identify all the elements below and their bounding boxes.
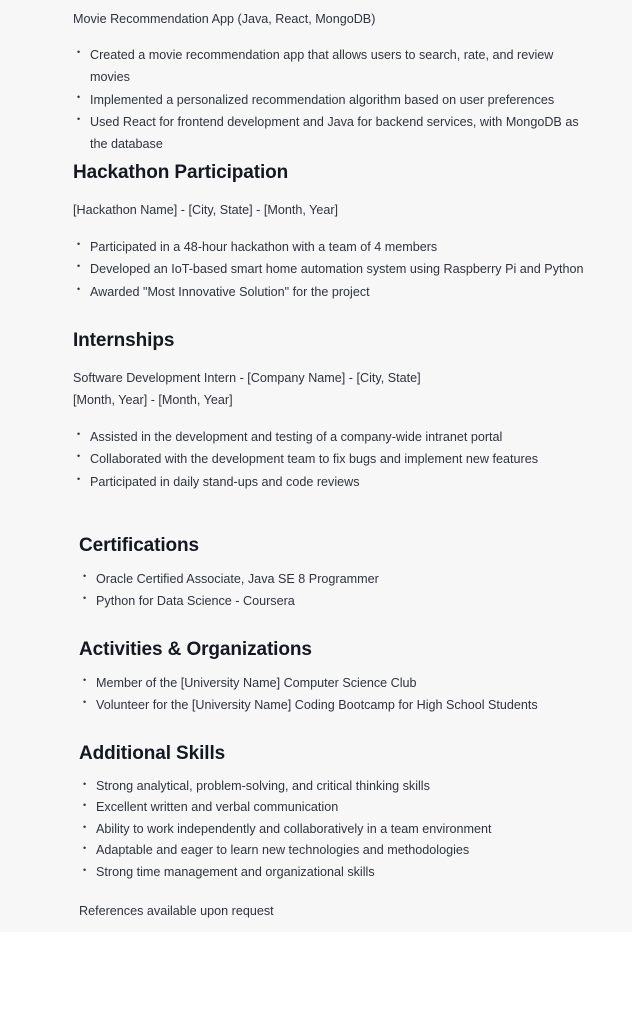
bullet-icon: •: [83, 821, 87, 832]
internship-dates: [Month, Year] - [Month, Year]: [73, 393, 233, 407]
bullet-icon: •: [77, 283, 81, 294]
list-item: • Developed an IoT-based smart home automation system using Raspberry Pi and Python: [73, 258, 592, 280]
skills-heading: Additional Skills: [79, 743, 226, 764]
list-item: • Strong time management and organizational skills: [79, 862, 592, 883]
skill-bullets: [79, 776, 592, 883]
list-item: • Created a movie recommendation app that allows users to search, rate, and review movies: [73, 44, 592, 89]
bullet-icon: •: [83, 843, 87, 854]
bullet-icon: •: [77, 113, 81, 124]
certifications-heading: Certifications: [79, 535, 200, 556]
internship-role: Software Development Intern - [Company Name] - [City, State]: [73, 371, 421, 385]
list-item: • Participated in a 48-hour hackathon with a team of 4 members: [73, 236, 592, 258]
bullet-icon: •: [77, 91, 81, 102]
bullet-icon: •: [83, 675, 87, 685]
activities-heading: Activities & Organizations: [79, 639, 312, 660]
list-item: • Assisted in the development and testing of a company-wide intranet portal: [73, 426, 592, 448]
internships-section: [73, 328, 592, 493]
hackathon-heading: Hackathon Participation: [73, 162, 289, 183]
list-item: • Python for Data Science - Coursera: [79, 590, 592, 612]
bullet-icon: •: [83, 697, 87, 708]
list-item: • Strong analytical, problem-solving, and critical thinking skills: [79, 776, 592, 797]
list-item: • Adaptable and eager to learn new technologies and methodologies: [79, 840, 592, 861]
activities-section: [79, 637, 592, 717]
list-item: • Participated in daily stand-ups and code reviews: [73, 471, 592, 493]
hackathon-bullets: [73, 236, 592, 303]
bullet-icon: •: [83, 571, 87, 581]
bullet-icon: •: [77, 47, 81, 57]
list-item: • Implemented a personalized recommendation algorithm based on user preferences: [73, 89, 592, 111]
skills-section: [79, 741, 592, 883]
list-item: • Member of the [University Name] Computer Science Club: [79, 672, 592, 694]
bullet-icon: •: [77, 239, 81, 249]
list-item: • Awarded "Most Innovative Solution" for the project: [73, 281, 592, 303]
project-bullets: [73, 44, 592, 155]
references-section: [79, 900, 592, 922]
project-title: Movie Recommendation App (Java, React, MongoDB): [73, 12, 376, 26]
list-item: • Oracle Certified Associate, Java SE 8 Programmer: [79, 568, 592, 590]
bullet-icon: •: [77, 261, 81, 272]
internships-heading: Internships: [73, 330, 175, 351]
internship-bullets: [73, 426, 592, 493]
list-item: • Ability to work independently and collaboratively in a team environment: [79, 819, 592, 840]
hackathon-section: [73, 160, 592, 303]
bullet-icon: •: [83, 864, 87, 875]
bullet-icon: •: [77, 429, 81, 439]
list-item: • Collaborated with the development team to fix bugs and implement new features: [73, 448, 592, 470]
bullet-icon: •: [83, 593, 87, 604]
bullet-icon: •: [77, 451, 81, 462]
hackathon-subtitle: [Hackathon Name] - [City, State] - [Month, Year]: [73, 203, 339, 217]
bullet-icon: •: [83, 779, 87, 789]
list-item: • Used React for frontend development and Java for backend services, with MongoDB as the database: [73, 111, 592, 156]
bullet-icon: •: [77, 473, 81, 484]
references-note: References available upon request: [79, 904, 274, 918]
project-section: [73, 8, 592, 155]
list-item: • Excellent written and verbal communication: [79, 797, 592, 818]
certifications-section: [79, 533, 592, 613]
activity-bullets: [79, 672, 592, 717]
bullet-icon: •: [83, 800, 87, 811]
list-item: • Volunteer for the [University Name] Coding Bootcamp for High School Students: [79, 694, 592, 716]
certification-bullets: [79, 568, 592, 613]
